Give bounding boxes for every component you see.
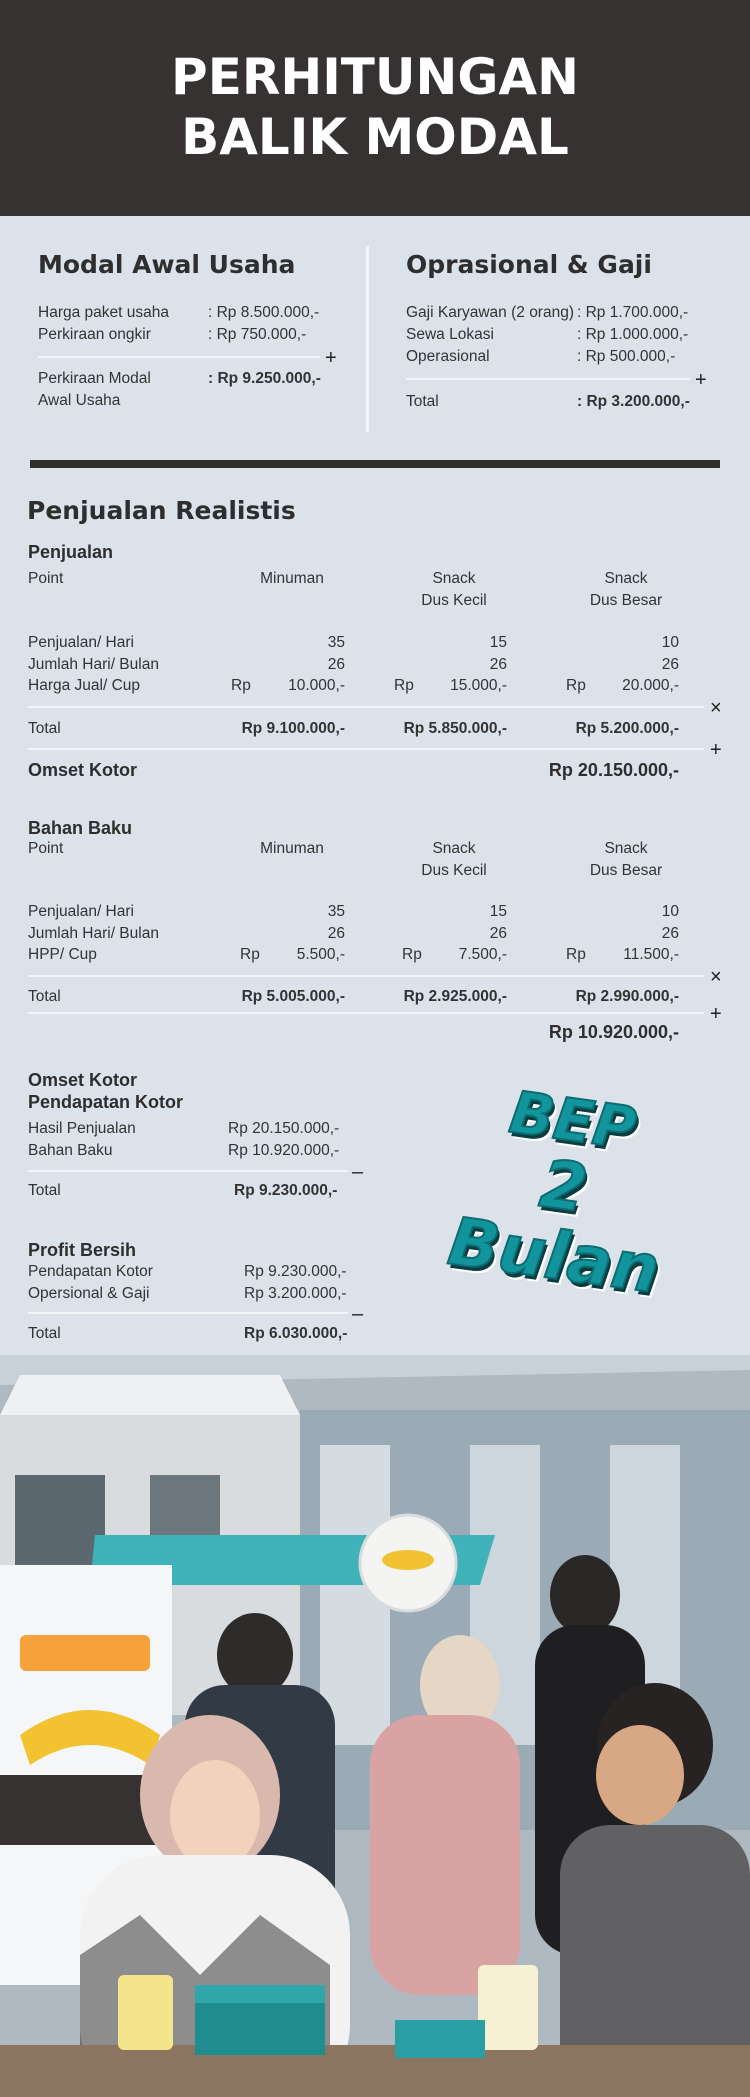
- opr-title: Oprasional & Gaji: [406, 250, 652, 279]
- total-cell: Rp 5.005.000,-: [241, 988, 345, 1005]
- opr-divider: [406, 378, 690, 380]
- table-row-label: Jumlah Hari/ Bulan: [28, 925, 159, 942]
- col-header-sub: Dus Besar: [589, 862, 663, 879]
- pendapatan-row-value: Rp 10.920.000,-: [228, 1142, 340, 1159]
- opr-row-label: Operasional: [406, 348, 490, 365]
- modal-row-label: Harga paket usaha: [38, 304, 169, 321]
- table-cell: 10: [661, 634, 679, 651]
- table-cell: 35: [327, 634, 345, 651]
- header-title-line1: PERHITUNGAN: [171, 48, 579, 106]
- col-header: Snack: [432, 570, 476, 587]
- minus-operator: –: [352, 1303, 364, 1325]
- table-divider: [28, 706, 704, 708]
- pendapatan-title-1: Omset Kotor: [28, 1070, 138, 1090]
- table-row-label: Harga Jual/ Cup: [28, 677, 141, 694]
- opr-row-value: : Rp 1.700.000,-: [577, 304, 689, 321]
- col-header: Snack: [604, 840, 648, 857]
- profit-row-label: Opersional & Gaji: [28, 1285, 150, 1302]
- col-header-sub: Dus Kecil: [421, 862, 487, 879]
- page-header: [0, 0, 750, 216]
- table-cell: 11.500,-: [623, 946, 679, 963]
- point-label: Point: [28, 570, 64, 587]
- currency-prefix: Rp: [402, 946, 422, 963]
- opr-total-label: Total: [406, 393, 439, 410]
- bahan-title: Bahan Baku: [28, 818, 133, 838]
- col-header: Minuman: [260, 570, 324, 587]
- table-cell: 26: [489, 925, 507, 942]
- table-row-label: HPP/ Cup: [28, 946, 97, 963]
- table-cell: 15: [489, 903, 507, 920]
- table-cell: 26: [327, 656, 345, 673]
- profit-row-value: Rp 3.200.000,-: [244, 1285, 347, 1302]
- bep-badge: [423, 1070, 711, 1309]
- opr-row-label: Sewa Lokasi: [406, 326, 494, 343]
- plus-operator: +: [325, 347, 337, 369]
- modal-total-value: : Rp 9.250.000,-: [208, 370, 321, 387]
- table-cell: 20.000,-: [622, 677, 679, 694]
- promo-photo: [0, 1355, 750, 2097]
- modal-row-label: Perkiraan ongkir: [38, 326, 151, 343]
- profit-total-label: Total: [28, 1325, 61, 1342]
- currency-prefix: Rp: [394, 677, 414, 694]
- omset-value: Rp 20.150.000,-: [548, 760, 679, 780]
- currency-prefix: Rp: [240, 946, 260, 963]
- total-cell: Rp 2.990.000,-: [575, 988, 679, 1005]
- col-header-sub: Dus Besar: [589, 592, 663, 609]
- bahan-sum-value: Rp 10.920.000,-: [548, 1022, 679, 1042]
- plus-operator: +: [710, 739, 722, 761]
- plus-operator: +: [695, 369, 707, 391]
- table-divider: [28, 1012, 704, 1014]
- pendapatan-row-value: Rp 20.150.000,-: [228, 1120, 340, 1137]
- total-cell: Rp 2.925.000,-: [403, 988, 507, 1005]
- bep-line1: BEP: [505, 1077, 641, 1163]
- opr-total-value: : Rp 3.200.000,-: [577, 393, 690, 410]
- modal-total-label-2: Awal Usaha: [38, 392, 121, 409]
- minus-operator: –: [352, 1161, 364, 1183]
- modal-row-value: : Rp 750.000,-: [208, 326, 307, 343]
- opr-row-label: Gaji Karyawan (2 orang): [406, 304, 574, 321]
- pendapatan-row-label: Bahan Baku: [28, 1142, 113, 1159]
- table-cell: 26: [489, 656, 507, 673]
- table-cell: 26: [661, 925, 679, 942]
- table-divider: [28, 975, 704, 977]
- plus-operator: +: [710, 1003, 722, 1025]
- col-header: Snack: [604, 570, 648, 587]
- total-label: Total: [28, 988, 61, 1005]
- total-cell: Rp 5.200.000,-: [575, 720, 679, 737]
- header-title-line2: BALIK MODAL: [181, 108, 569, 166]
- profit-title: Profit Bersih: [28, 1240, 137, 1260]
- bep-line2: 2 Bulan: [443, 1144, 665, 1309]
- times-operator: ×: [710, 966, 722, 988]
- pendapatan-title-2: Pendapatan Kotor: [28, 1092, 184, 1112]
- table-cell: 35: [327, 903, 345, 920]
- table-cell: 26: [327, 925, 345, 942]
- opr-row-value: : Rp 500.000,-: [577, 348, 676, 365]
- modal-row-value: : Rp 8.500.000,-: [208, 304, 320, 321]
- modal-title: Modal Awal Usaha: [38, 250, 296, 279]
- times-operator: ×: [710, 697, 722, 719]
- col-header: Minuman: [260, 840, 324, 857]
- pendapatan-divider: [28, 1170, 348, 1172]
- profit-divider: [28, 1312, 348, 1314]
- penjualan-title: Penjualan: [28, 542, 114, 562]
- profit-total-value: Rp 6.030.000,-: [244, 1325, 348, 1342]
- table-cell: 15.000,-: [450, 677, 507, 694]
- table-cell: 7.500,-: [458, 946, 507, 963]
- table-row-label: Jumlah Hari/ Bulan: [28, 656, 159, 673]
- column-divider: [366, 246, 369, 432]
- modal-divider: [38, 356, 320, 358]
- currency-prefix: Rp: [566, 946, 586, 963]
- promo-photo-illustration: [0, 1355, 750, 2097]
- table-row-label: Penjualan/ Hari: [28, 634, 134, 651]
- col-header-sub: Dus Kecil: [421, 592, 487, 609]
- modal-total-label-1: Perkiraan Modal: [38, 370, 151, 387]
- table-cell: 5.500,-: [296, 946, 345, 963]
- table-cell: 10.000,-: [288, 677, 345, 694]
- realistis-title: Penjualan Realistis: [27, 496, 296, 525]
- currency-prefix: Rp: [231, 677, 251, 694]
- pendapatan-total-value: Rp 9.230.000,-: [234, 1182, 338, 1199]
- opr-row-value: : Rp 1.000.000,-: [577, 326, 689, 343]
- table-cell: 15: [489, 634, 507, 651]
- currency-prefix: Rp: [566, 677, 586, 694]
- pendapatan-total-label: Total: [28, 1182, 61, 1199]
- omset-label: Omset Kotor: [28, 760, 138, 780]
- table-row-label: Penjualan/ Hari: [28, 903, 134, 920]
- table-cell: 26: [661, 656, 679, 673]
- point-label: Point: [28, 840, 64, 857]
- profit-row-label: Pendapatan Kotor: [28, 1263, 153, 1280]
- pendapatan-row-label: Hasil Penjualan: [28, 1120, 136, 1137]
- table-divider: [28, 748, 704, 750]
- total-cell: Rp 9.100.000,-: [241, 720, 345, 737]
- profit-row-value: Rp 9.230.000,-: [244, 1263, 347, 1280]
- table-cell: 10: [661, 903, 679, 920]
- total-label: Total: [28, 720, 61, 737]
- total-cell: Rp 5.850.000,-: [403, 720, 507, 737]
- col-header: Snack: [432, 840, 476, 857]
- section-divider: [30, 460, 720, 468]
